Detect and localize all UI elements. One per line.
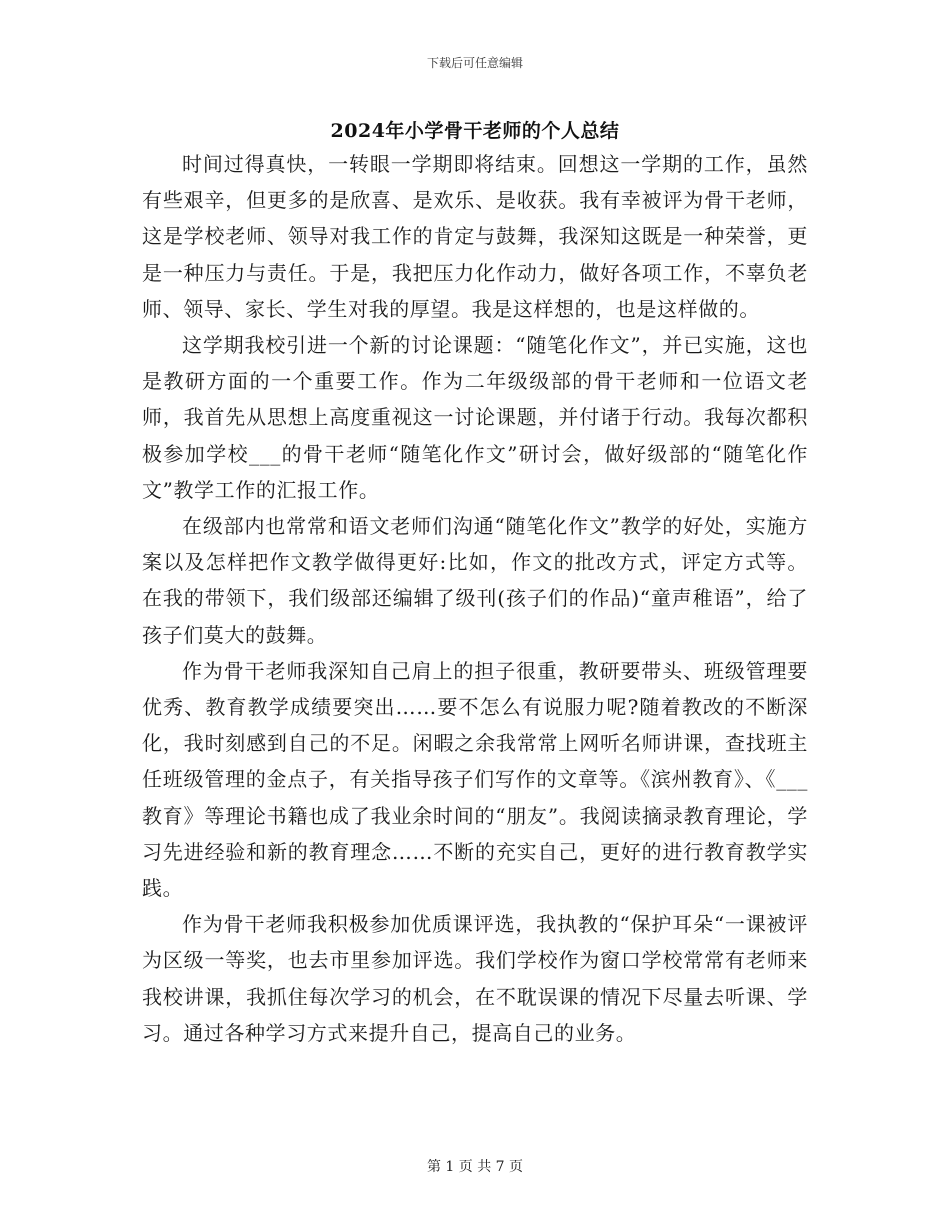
paragraph-1: 时间过得真快，一转眼一学期即将结束。回想这一学期的工作，虽然有些艰辛，但更多的是欣喜、是欢乐、是收获。我有幸被评为骨干老师，这是学校老师、领导对我工作的肯定与鼓舞，我深知这既是一种荣誉，更是一种压力与责任。于是，我把压力化作动力，做好各项工作，不辜负老师、领导、家长、学生对我的厚望。我是这样想的，也是这样做的。 bbox=[142, 152, 808, 321]
paragraph-3: 在级部内也常常和语文老师们沟通“随笔化作文”教学的好处，实施方案以及怎样把作文教学做得更好:比如，作文的批改方式，评定方式等。在我的带领下，我们级部还编辑了级刊(孩子们的作品)“童声稚语”，给了孩子们莫大的鼓舞。 bbox=[142, 514, 808, 647]
page-number: 第 1 页 共 7 页 bbox=[426, 1159, 524, 1175]
paragraph-2: 这学期我校引进一个新的讨论课题：“随笔化作文”，并已实施，这也是教研方面的一个重要工作。作为二年级级部的骨干老师和一位语文老师，我首先从思想上高度重视这一讨论课题，并付诸于行动。我每次都积极参加学校___的骨干老师“随笔化作文”研讨会，做好级部的“随笔化作文”教学工作的汇报工作。 bbox=[142, 333, 808, 502]
page-header-note: 下载后可任意编辑 bbox=[426, 56, 523, 70]
paragraph-4: 作为骨干老师我深知自己肩上的担子很重，教研要带头、班级管理要优秀、教育教学成绩要突出……要不怎么有说服力呢?随着教改的不断深化，我时刻感到自己的不足。闲暇之余我常常上网听名师讲课，查找班主任班级管理的金点子，有关指导孩子们写作的文章等。《滨州教育》、《___教育》等理论书籍也成了我业余时间的“朋友”。我阅读摘录教育理论，学习先进经验和新的教育理念……不断的充实自己，更好的进行教育教学实践。 bbox=[142, 658, 808, 901]
paragraph-5: 作为骨干老师我积极参加优质课评选，我执教的“保护耳朵“一课被评为区级一等奖，也去市里参加评选。我们学校作为窗口学校常常有老师来我校讲课，我抓住每次学习的机会，在不耽误课的情况下尽量去听课、学习。通过各种学习方式来提升自己，提高自己的业务。 bbox=[142, 912, 808, 1045]
document-body bbox=[142, 146, 808, 1051]
document-title: 2024年小学骨干老师的个人总结 bbox=[330, 120, 620, 142]
